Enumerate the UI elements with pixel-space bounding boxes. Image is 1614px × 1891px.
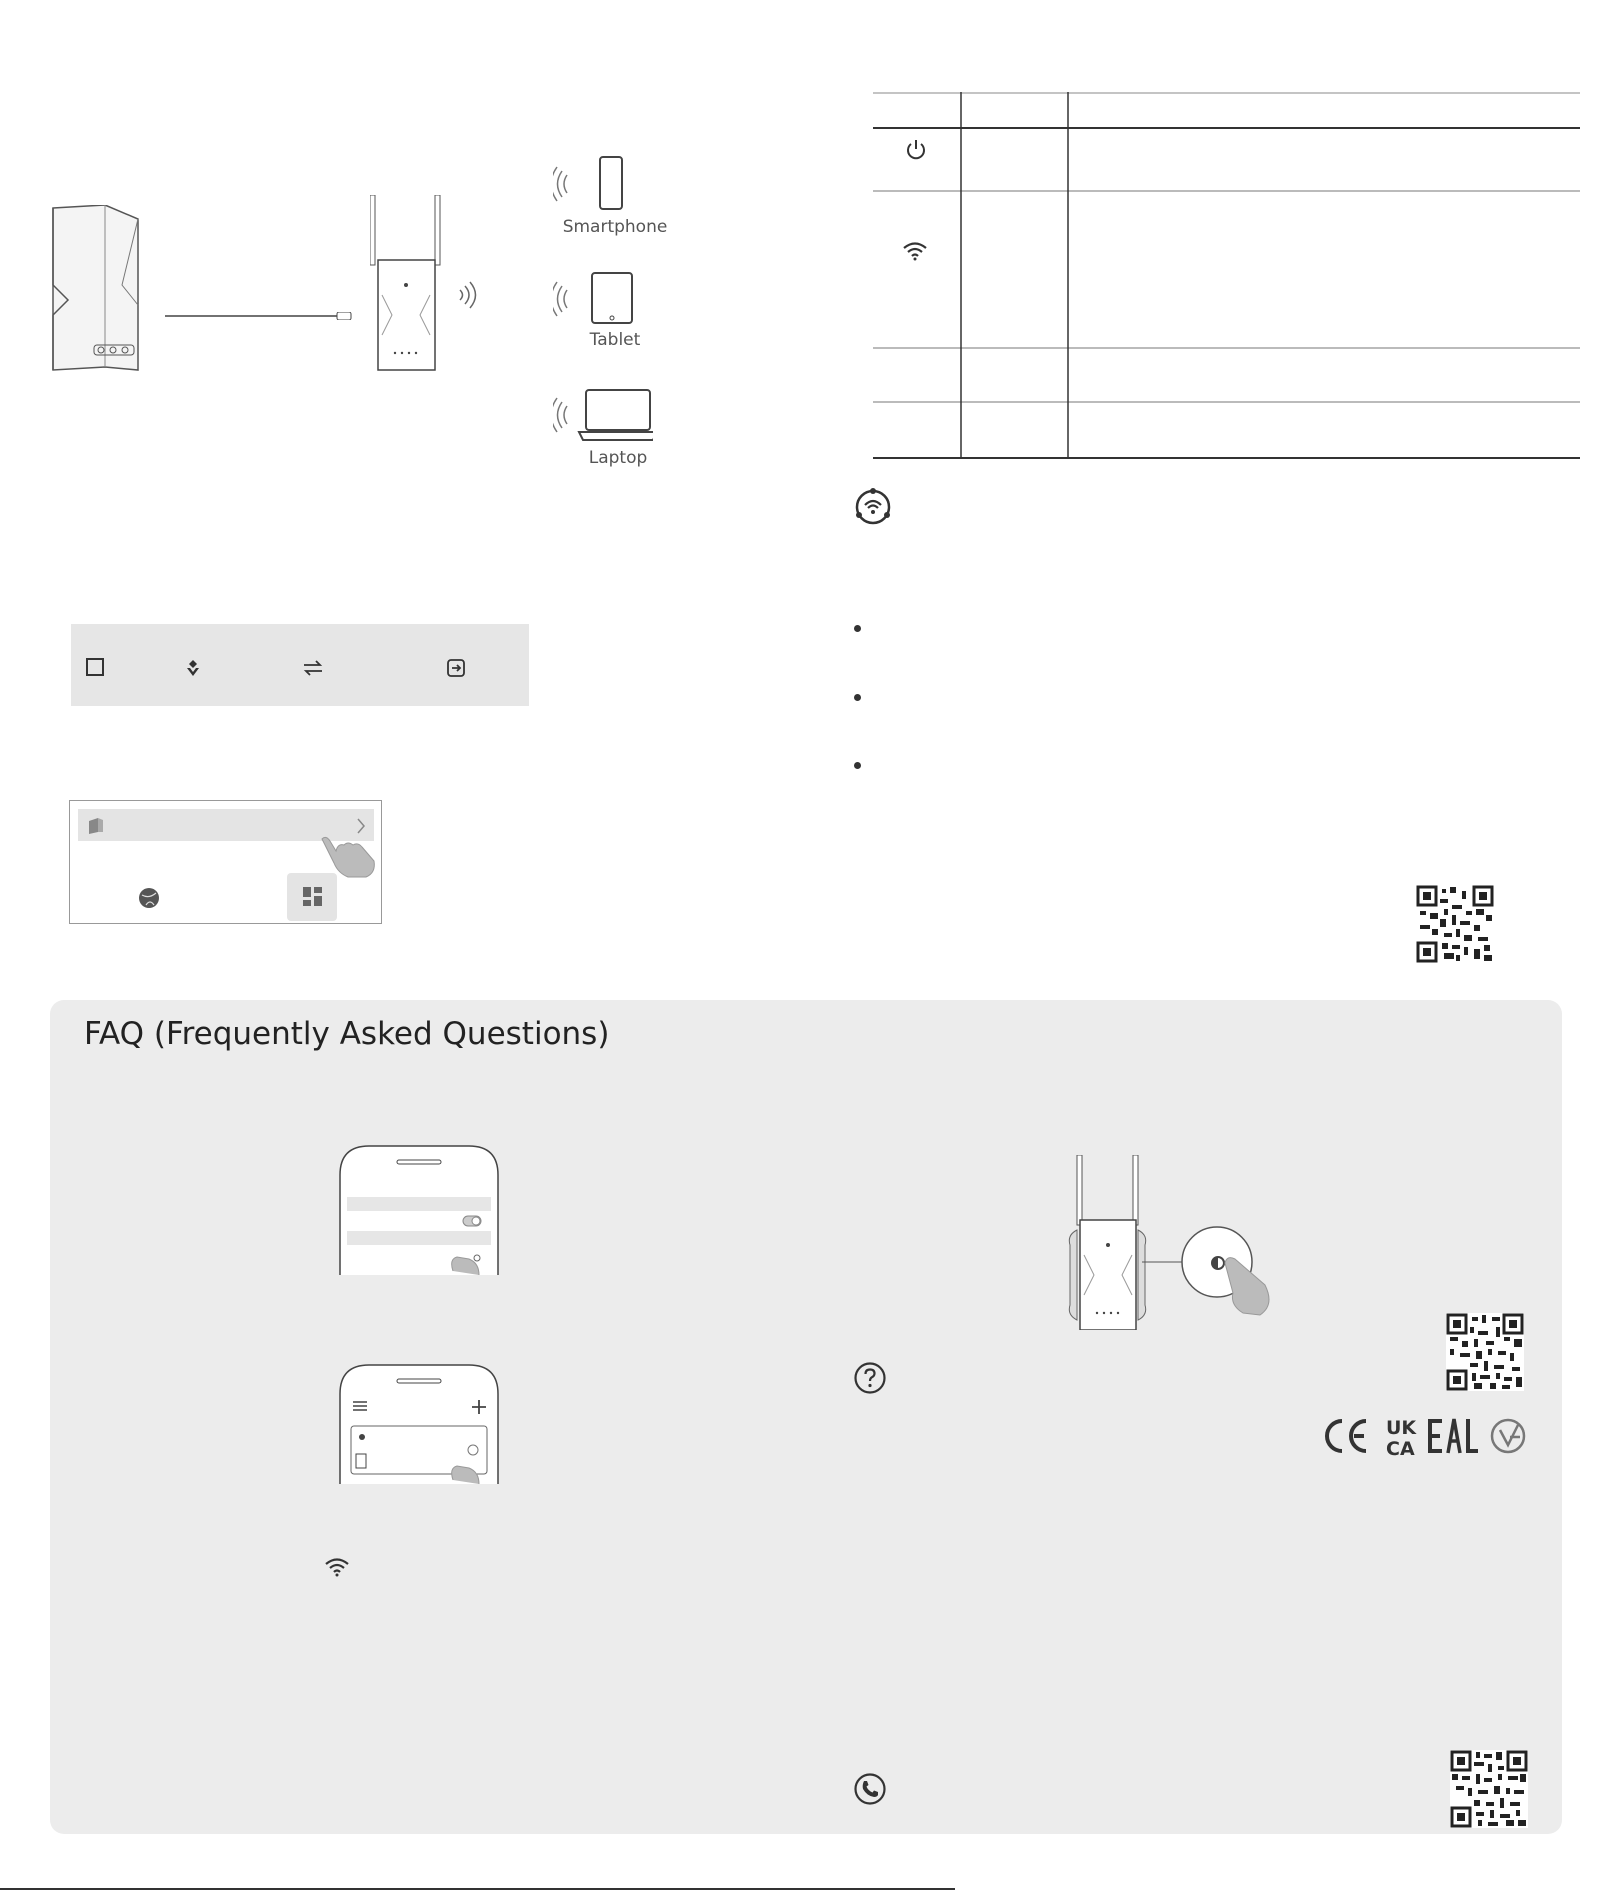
pointing-hand-icon	[320, 829, 378, 879]
wifi-icon	[324, 1557, 350, 1577]
svg-text:UK: UK	[1386, 1417, 1417, 1439]
app-card	[69, 800, 382, 924]
certification-marks	[1324, 1415, 1529, 1457]
phone-app-device-list-image	[339, 1364, 499, 1484]
diamond-icon	[184, 659, 202, 677]
qr-code-icon	[1446, 1313, 1524, 1391]
page-bottom-rule	[0, 1888, 955, 1890]
question-icon	[853, 1361, 887, 1395]
onemesh-icon	[853, 487, 893, 527]
power-icon	[905, 138, 927, 160]
extender-reset-image	[1065, 1155, 1365, 1330]
qr-code-icon	[1450, 1750, 1528, 1828]
app-toolbar	[71, 624, 529, 706]
laptop-icon	[553, 388, 653, 444]
phone-wifi-settings-image	[339, 1145, 499, 1275]
grid-icon	[303, 887, 323, 907]
square-icon	[86, 658, 104, 676]
router-image	[50, 205, 145, 371]
tablet-label: Tablet	[589, 330, 641, 350]
bullet-3	[854, 762, 861, 769]
qr-code-icon	[1416, 885, 1494, 963]
ethernet-cable	[165, 312, 355, 320]
exit-icon	[446, 658, 466, 678]
bullet-2	[854, 694, 861, 701]
bullet-1	[854, 625, 861, 632]
faq-section	[50, 1000, 1562, 1834]
wifi-icon	[902, 241, 928, 261]
phone-icon	[853, 1772, 887, 1806]
svg-text:CA: CA	[1386, 1438, 1415, 1457]
tablet-icon	[553, 270, 633, 326]
faq-title: FAQ (Frequently Asked Questions)	[84, 1016, 610, 1052]
laptop-label: Laptop	[588, 448, 648, 468]
device-icon	[88, 817, 104, 835]
smartphone-label: Smartphone	[562, 217, 668, 237]
dashboard-button[interactable]	[287, 873, 337, 921]
range-extender-image	[370, 195, 480, 375]
transfer-icon	[302, 659, 324, 677]
globe-icon[interactable]	[138, 887, 160, 909]
smartphone-icon	[553, 155, 625, 213]
led-table	[873, 92, 1580, 460]
